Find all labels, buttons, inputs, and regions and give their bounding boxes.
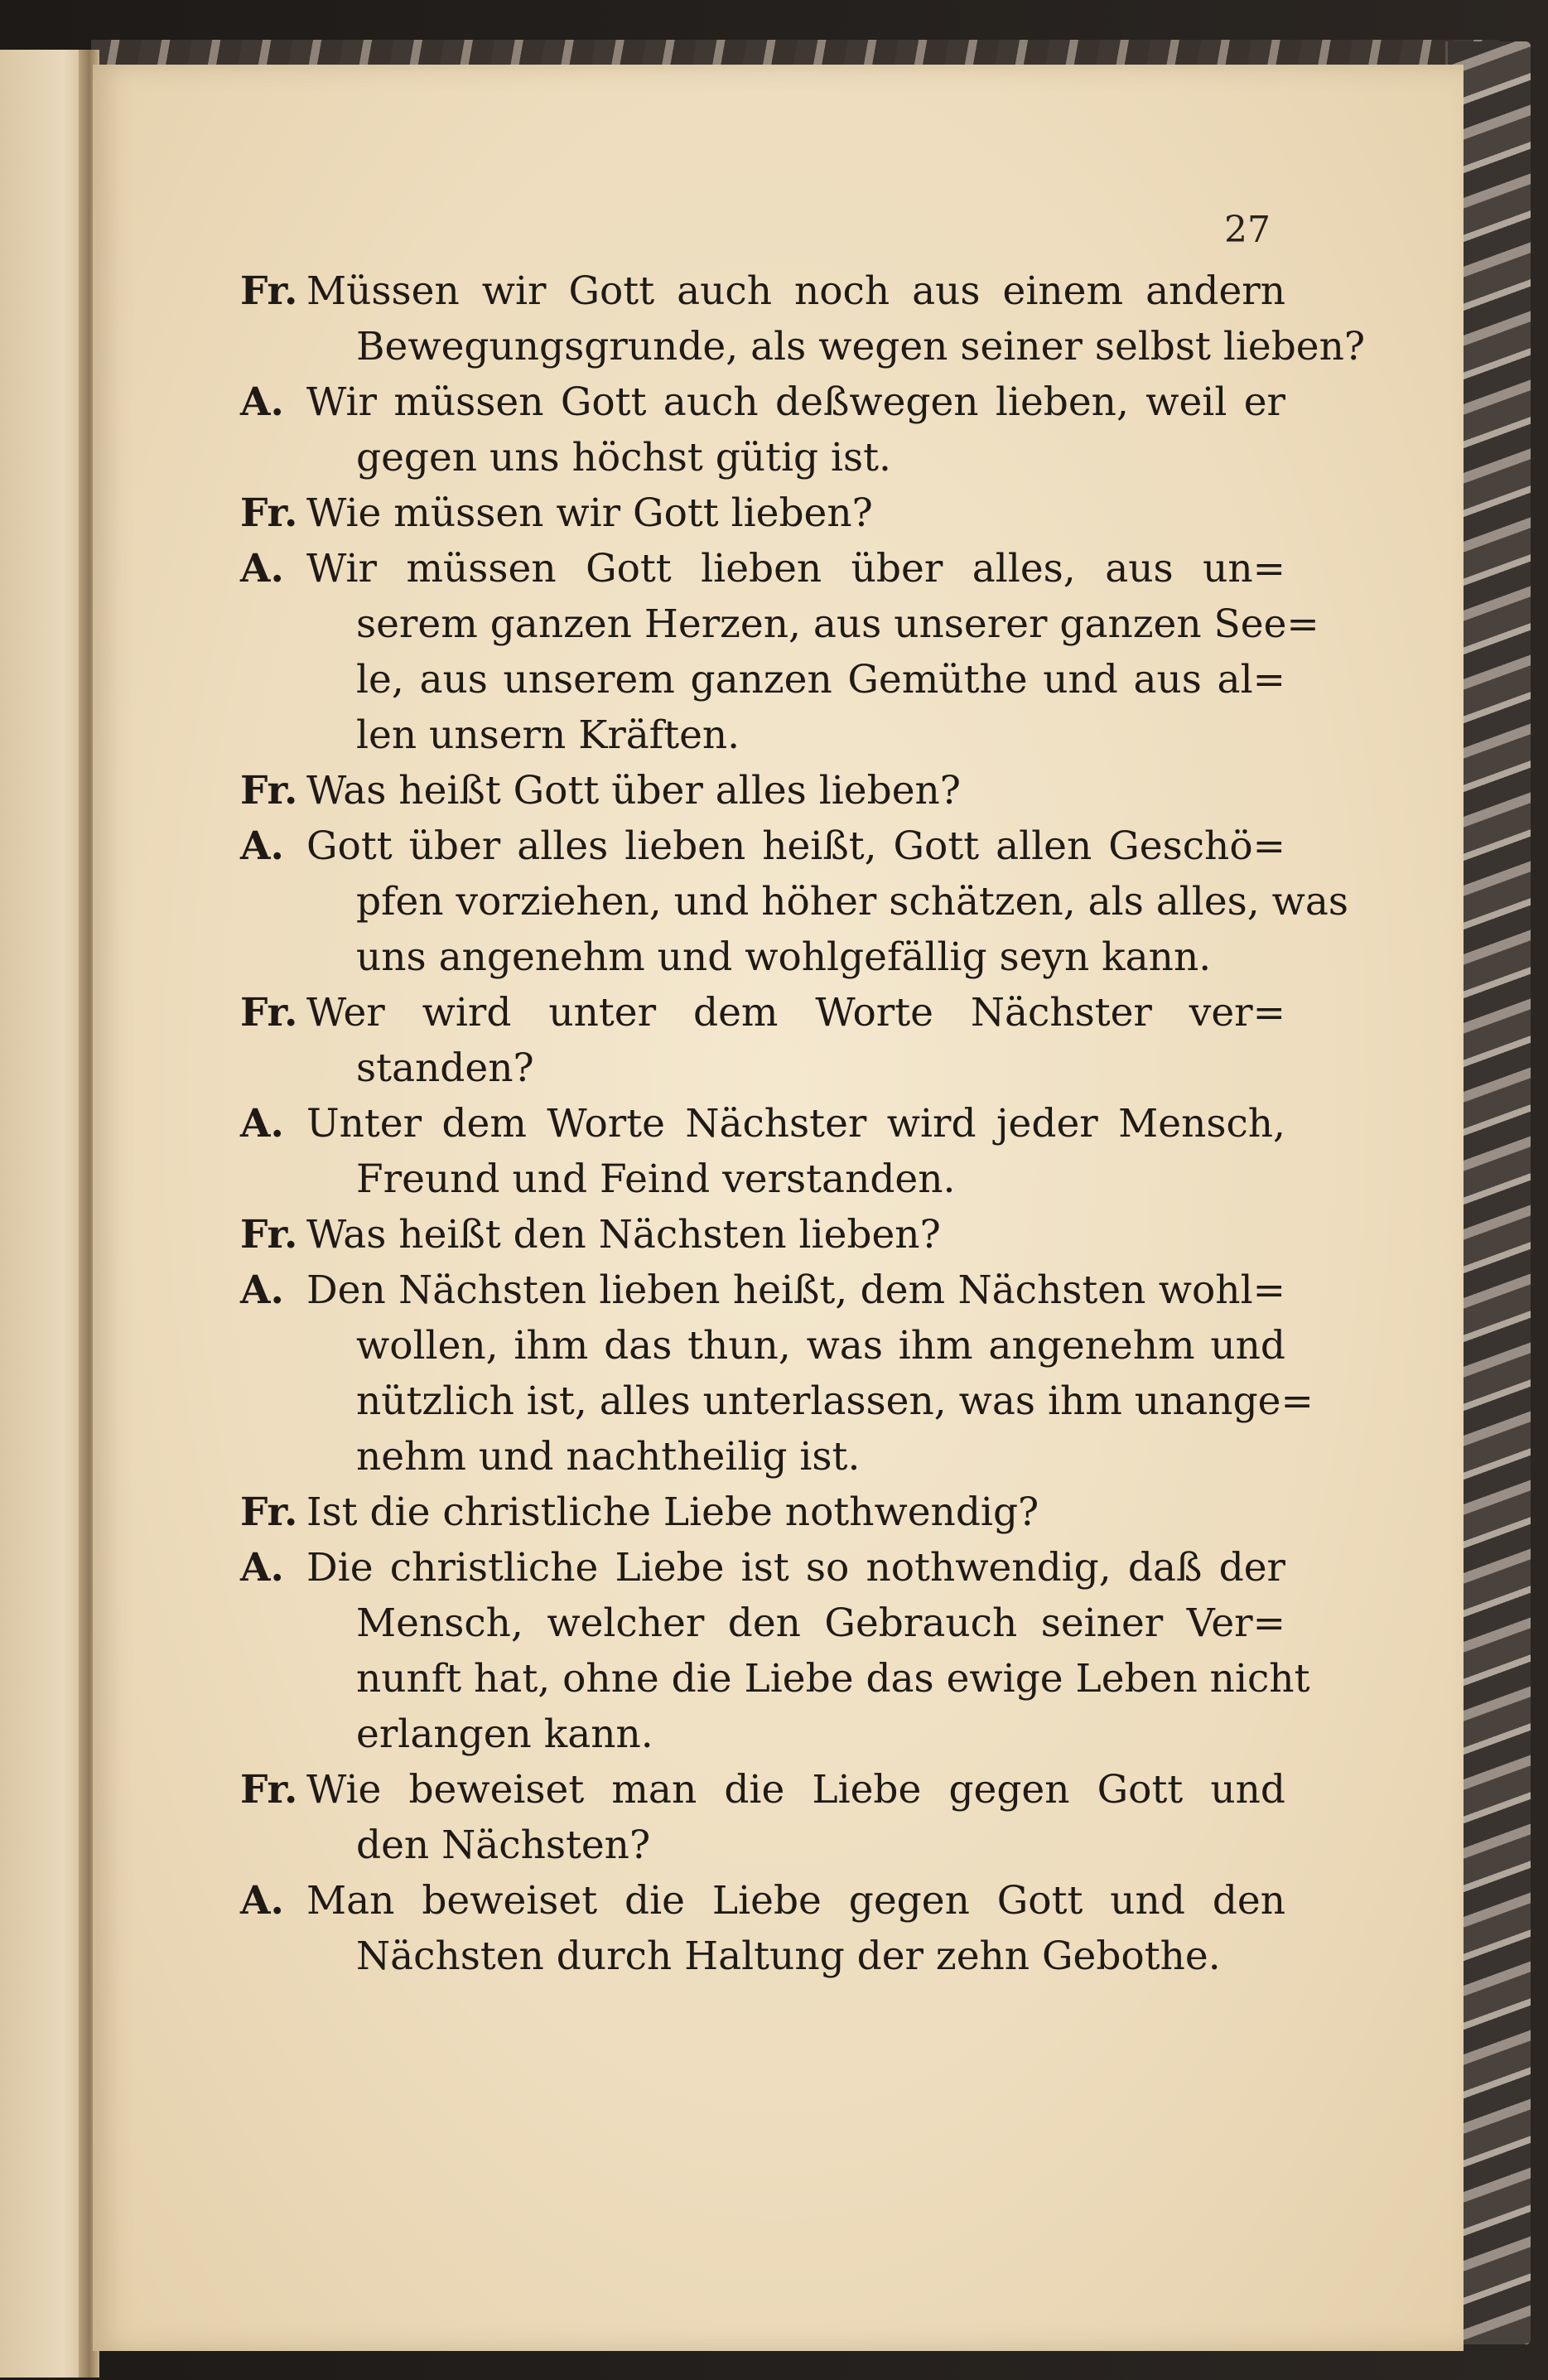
question-entry: [240, 485, 1285, 541]
text-line: le, aus unserem ganzen Gemüthe und aus al=: [356, 657, 1285, 702]
text-line: Ist die christliche Liebe nothwendig?: [306, 1489, 1039, 1535]
text-line: Mensch, welcher den Gebrauch seiner Ver=: [356, 1600, 1285, 1646]
question-entry: [240, 763, 1285, 818]
answer-marker: A.: [240, 1545, 284, 1591]
answer-entry: [240, 374, 1285, 485]
text-line: nunft hat, ohne die Liebe das ewige Leben nicht: [356, 1656, 1310, 1702]
left-page-edge: [0, 50, 91, 2378]
text-line: Wie beweiset man die Liebe gegen Gott und: [306, 1767, 1285, 1813]
answer-entry: [240, 1540, 1310, 1762]
text-line: Den Nächsten lieben heißt, dem Nächsten wohl=: [306, 1267, 1285, 1313]
text-line: Müssen wir Gott auch noch aus einem andern: [306, 268, 1285, 314]
text-line: Wir müssen Gott lieben über alles, aus un=: [306, 546, 1285, 591]
answer-marker: A.: [240, 379, 284, 425]
text-line: erlangen kann.: [356, 1711, 653, 1757]
question-entry: [240, 985, 1285, 1096]
question-entry: [240, 263, 1366, 374]
text-line: Man beweiset die Liebe gegen Gott und den: [306, 1878, 1285, 1924]
question-entry: [240, 1484, 1285, 1540]
text-line: Was heißt Gott über alles lieben?: [306, 768, 961, 813]
text-line: serem ganzen Herzen, aus unserer ganzen See=: [356, 601, 1319, 647]
question-marker: Fr.: [240, 990, 298, 1036]
answer-marker: A.: [240, 546, 284, 591]
text-line: Nächsten durch Haltung der zehn Gebothe.: [356, 1933, 1221, 1979]
text-line: Wie müssen wir Gott lieben?: [306, 490, 873, 536]
answer-entry: [240, 1262, 1314, 1484]
answer-marker: A.: [240, 1101, 284, 1147]
text-line: Freund und Feind verstanden.: [356, 1156, 956, 1202]
answer-marker: A.: [240, 1267, 284, 1313]
question-marker: Fr.: [240, 1489, 298, 1535]
question-marker: Fr.: [240, 490, 298, 536]
catechism-text: [240, 263, 1366, 1984]
answer-entry: [240, 1873, 1285, 1984]
text-line: pfen vorziehen, und höher schätzen, als alles, was: [356, 879, 1349, 924]
answer-entry: [240, 818, 1349, 985]
text-line: standen?: [356, 1045, 534, 1091]
page-number: 27: [1224, 209, 1271, 251]
answer-marker: A.: [240, 823, 284, 869]
text-line: Gott über alles lieben heißt, Gott allen Geschö=: [306, 823, 1285, 869]
question-entry: [240, 1762, 1285, 1873]
text-line: gegen uns höchst gütig ist.: [356, 435, 891, 480]
text-line: Bewegungsgrunde, als wegen seiner selbst lieben?: [356, 324, 1366, 369]
text-line: Unter dem Worte Nächster wird jeder Mensch,: [306, 1101, 1285, 1147]
text-line: wollen, ihm das thun, was ihm angenehm und: [356, 1323, 1285, 1369]
text-line: Was heißt den Nächsten lieben?: [306, 1212, 941, 1258]
question-marker: Fr.: [240, 1212, 298, 1258]
text-line: uns angenehm und wohlgefällig seyn kann.: [356, 934, 1212, 980]
text-line: Wer wird unter dem Worte Nächster ver=: [306, 990, 1285, 1036]
answer-entry: [240, 541, 1319, 763]
answer-entry: [240, 1096, 1285, 1207]
text-line: len unsern Kräften.: [356, 712, 740, 758]
text-line: den Nächsten?: [356, 1822, 651, 1868]
question-entry: [240, 1207, 1285, 1262]
text-line: Die christliche Liebe ist so nothwendig, daß der: [306, 1545, 1285, 1591]
question-marker: Fr.: [240, 768, 298, 813]
text-line: nützlich ist, alles unterlassen, was ihm unange=: [356, 1378, 1314, 1424]
text-line: Wir müssen Gott auch deßwegen lieben, weil er: [306, 379, 1285, 425]
question-marker: Fr.: [240, 1767, 298, 1813]
question-marker: Fr.: [240, 268, 298, 314]
answer-marker: A.: [240, 1878, 284, 1924]
text-line: nehm und nachtheilig ist.: [356, 1434, 861, 1480]
